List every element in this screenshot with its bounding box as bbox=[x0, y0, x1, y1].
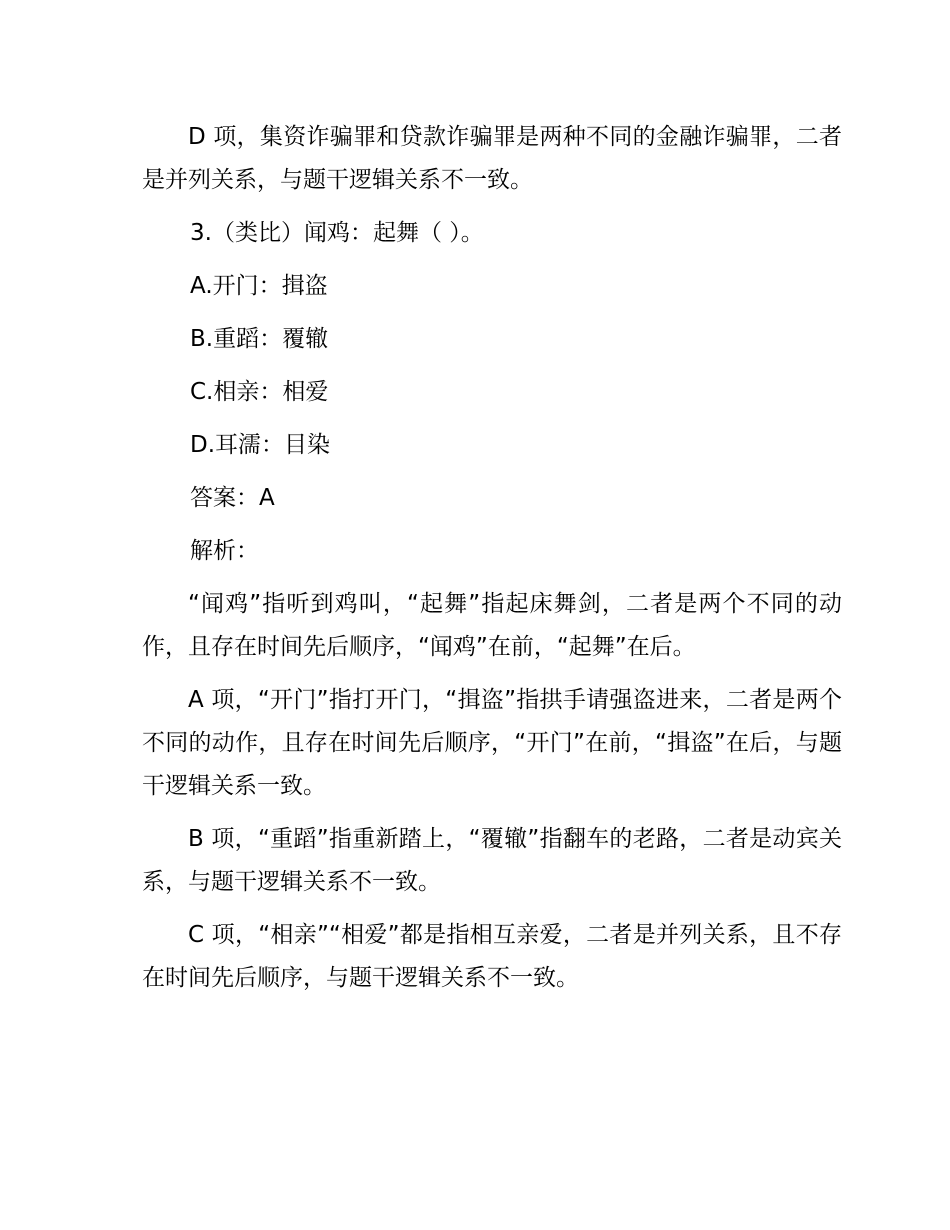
option-a: A.开门：揖盗 bbox=[190, 273, 328, 299]
answer-text: 答案：A bbox=[190, 485, 275, 511]
analysis-option-c: C 项，“相亲”“相爱”都是指相互亲爱，二者是并列关系，且不存在时间先后顺序，与题干逻辑关系不一致。 bbox=[142, 922, 842, 991]
question-text: 3.（类比）闻鸡：起舞（ ）。 bbox=[190, 220, 484, 246]
analysis-label: 解析： bbox=[190, 538, 259, 564]
analysis-option-b: B 项，“重蹈”指重新踏上，“覆辙”指翻车的老路，二者是动宾关系，与题干逻辑关系不一致。 bbox=[142, 826, 842, 895]
option-d-explanation-prev: D 项，集资诈骗罪和贷款诈骗罪是两种不同的金融诈骗罪，二者是并列关系，与题干逻辑关系不一致。 bbox=[142, 124, 842, 193]
analysis-option-a: A 项，“开门”指打开门，“揖盗”指拱手请强盗进来，二者是两个不同的动作，且存在时间先后顺序，“开门”在前，“揖盗”在后，与题干逻辑关系一致。 bbox=[142, 687, 842, 799]
analysis-intro: “闻鸡”指听到鸡叫，“起舞”指起床舞剑，二者是两个不同的动作，且存在时间先后顺序，“闻鸡”在前，“起舞”在后。 bbox=[142, 591, 842, 660]
option-b: B.重蹈：覆辙 bbox=[190, 326, 329, 352]
option-d: D.耳濡：目染 bbox=[190, 432, 331, 458]
document-body bbox=[142, 116, 842, 1010]
option-c: C.相亲：相爱 bbox=[190, 379, 329, 405]
